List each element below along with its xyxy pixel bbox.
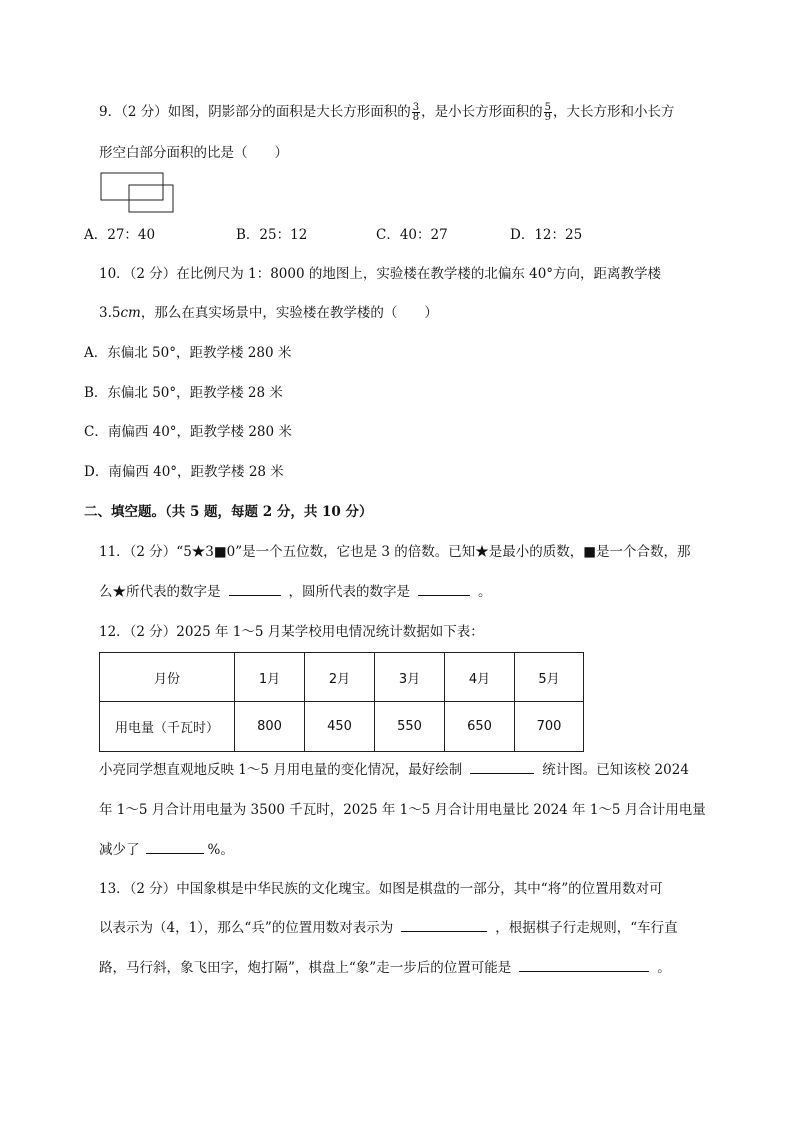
table-cell: 650	[445, 702, 515, 752]
q13-line3: 路，马行斜，象飞田字，炮打隔”，棋盘上“象”走一步后的位置可能是 。	[99, 960, 671, 976]
q11-line1: 11．（2 分）“5★3■0”是一个五位数，它也是 3 的倍数。已知★是最小的质数，■是一个合数，那	[99, 544, 691, 560]
electricity-table	[99, 652, 584, 752]
q13-line2: 以表示为（4，1），那么“兵”的位置用数对表示为 ，根据棋子行走规则，“车行直	[99, 920, 678, 936]
q9-suffix: ，大长方形和小长方	[552, 104, 675, 120]
table-header-cell: 1月	[235, 653, 305, 702]
table-header-cell: 4月	[445, 653, 515, 702]
q9-rectangles-figure	[100, 172, 180, 216]
section-title: 二、填空题。（共 5 题，每题 2 分，共 10 分）	[84, 504, 373, 520]
q11-blank-2[interactable]	[418, 583, 470, 596]
q10-option-c[interactable]: C．南偏西 40°，距教学楼 280 米	[84, 424, 292, 440]
q12-blank-1[interactable]	[470, 761, 534, 774]
table-header-cell: 3月	[375, 653, 445, 702]
q10-option-a[interactable]: A．东偏北 50°，距教学楼 280 米	[84, 345, 292, 361]
q9-option-d[interactable]: D．12：25	[510, 227, 583, 243]
q9-prefix: 9．（2 分）如图，阴影部分的面积是大长方形面积的	[99, 104, 411, 120]
q13-blank-2[interactable]	[519, 959, 649, 972]
q12-line2: 年 1～5 月合计用电量为 3500 千瓦时，2025 年 1～5 月合计用电量比 2024 年 1～5 月合计用电量	[99, 802, 706, 818]
q10-line2: 3.5cm，那么在真实场景中，实验楼在教学楼的（ ）	[99, 305, 438, 321]
q12-line3: 减少了 %。	[99, 842, 234, 858]
q10-option-b[interactable]: B．东偏北 50°，距教学楼 28 米	[84, 385, 283, 401]
table-header-cell: 5月	[515, 653, 584, 702]
table-cell: 用电量（千瓦时）	[100, 702, 235, 752]
q9-option-b[interactable]: B．25：12	[236, 227, 308, 243]
q9-fraction-2: $\frac{5}{9}$	[544, 102, 551, 123]
small-rectangle	[129, 185, 173, 212]
q11-blank-1[interactable]	[229, 583, 281, 596]
q9-option-c[interactable]: C．40：27	[376, 227, 448, 243]
table-cell: 450	[305, 702, 375, 752]
q10-option-d[interactable]: D．南偏西 40°，距教学楼 28 米	[84, 464, 284, 480]
table-header-cell: 月份	[100, 653, 235, 702]
q10-line1: 10．（2 分）在比例尺为 1：8000 的地图上，实验楼在教学楼的北偏东 40°方向，距离教学楼	[99, 266, 662, 282]
q9-option-a[interactable]: A．27：40	[84, 227, 156, 243]
large-rectangle	[101, 173, 163, 200]
table-cell: 700	[515, 702, 584, 752]
q11-line2: 么★所代表的数字是 ，圆所代表的数字是 。	[99, 584, 492, 600]
q9-line2: 形空白部分面积的比是（ ）	[99, 145, 288, 161]
table-cell: 800	[235, 702, 305, 752]
q9-mid: ，是小长方形面积的	[421, 104, 543, 120]
q13-blank-1[interactable]	[401, 919, 487, 932]
table-cell: 550	[375, 702, 445, 752]
q12-intro: 12．（2 分）2025 年 1～5 月某学校用电情况统计数据如下表：	[99, 624, 484, 640]
q12-blank-2[interactable]	[146, 841, 204, 854]
table-header-cell: 2月	[305, 653, 375, 702]
q12-line1: 小亮同学想直观地反映 1～5 月用电量的变化情况，最好绘制 统计图。已知该校 2024	[99, 762, 689, 778]
q9-fraction-1: $\frac{3}{8}$	[412, 102, 420, 123]
table-row	[100, 702, 584, 752]
q9-line1	[99, 103, 674, 122]
q13-line1: 13．（2 分）中国象棋是中华民族的文化瑰宝。如图是棋盘的一部分，其中“将”的位置用数对可	[99, 881, 663, 897]
table-header-row	[100, 653, 584, 702]
